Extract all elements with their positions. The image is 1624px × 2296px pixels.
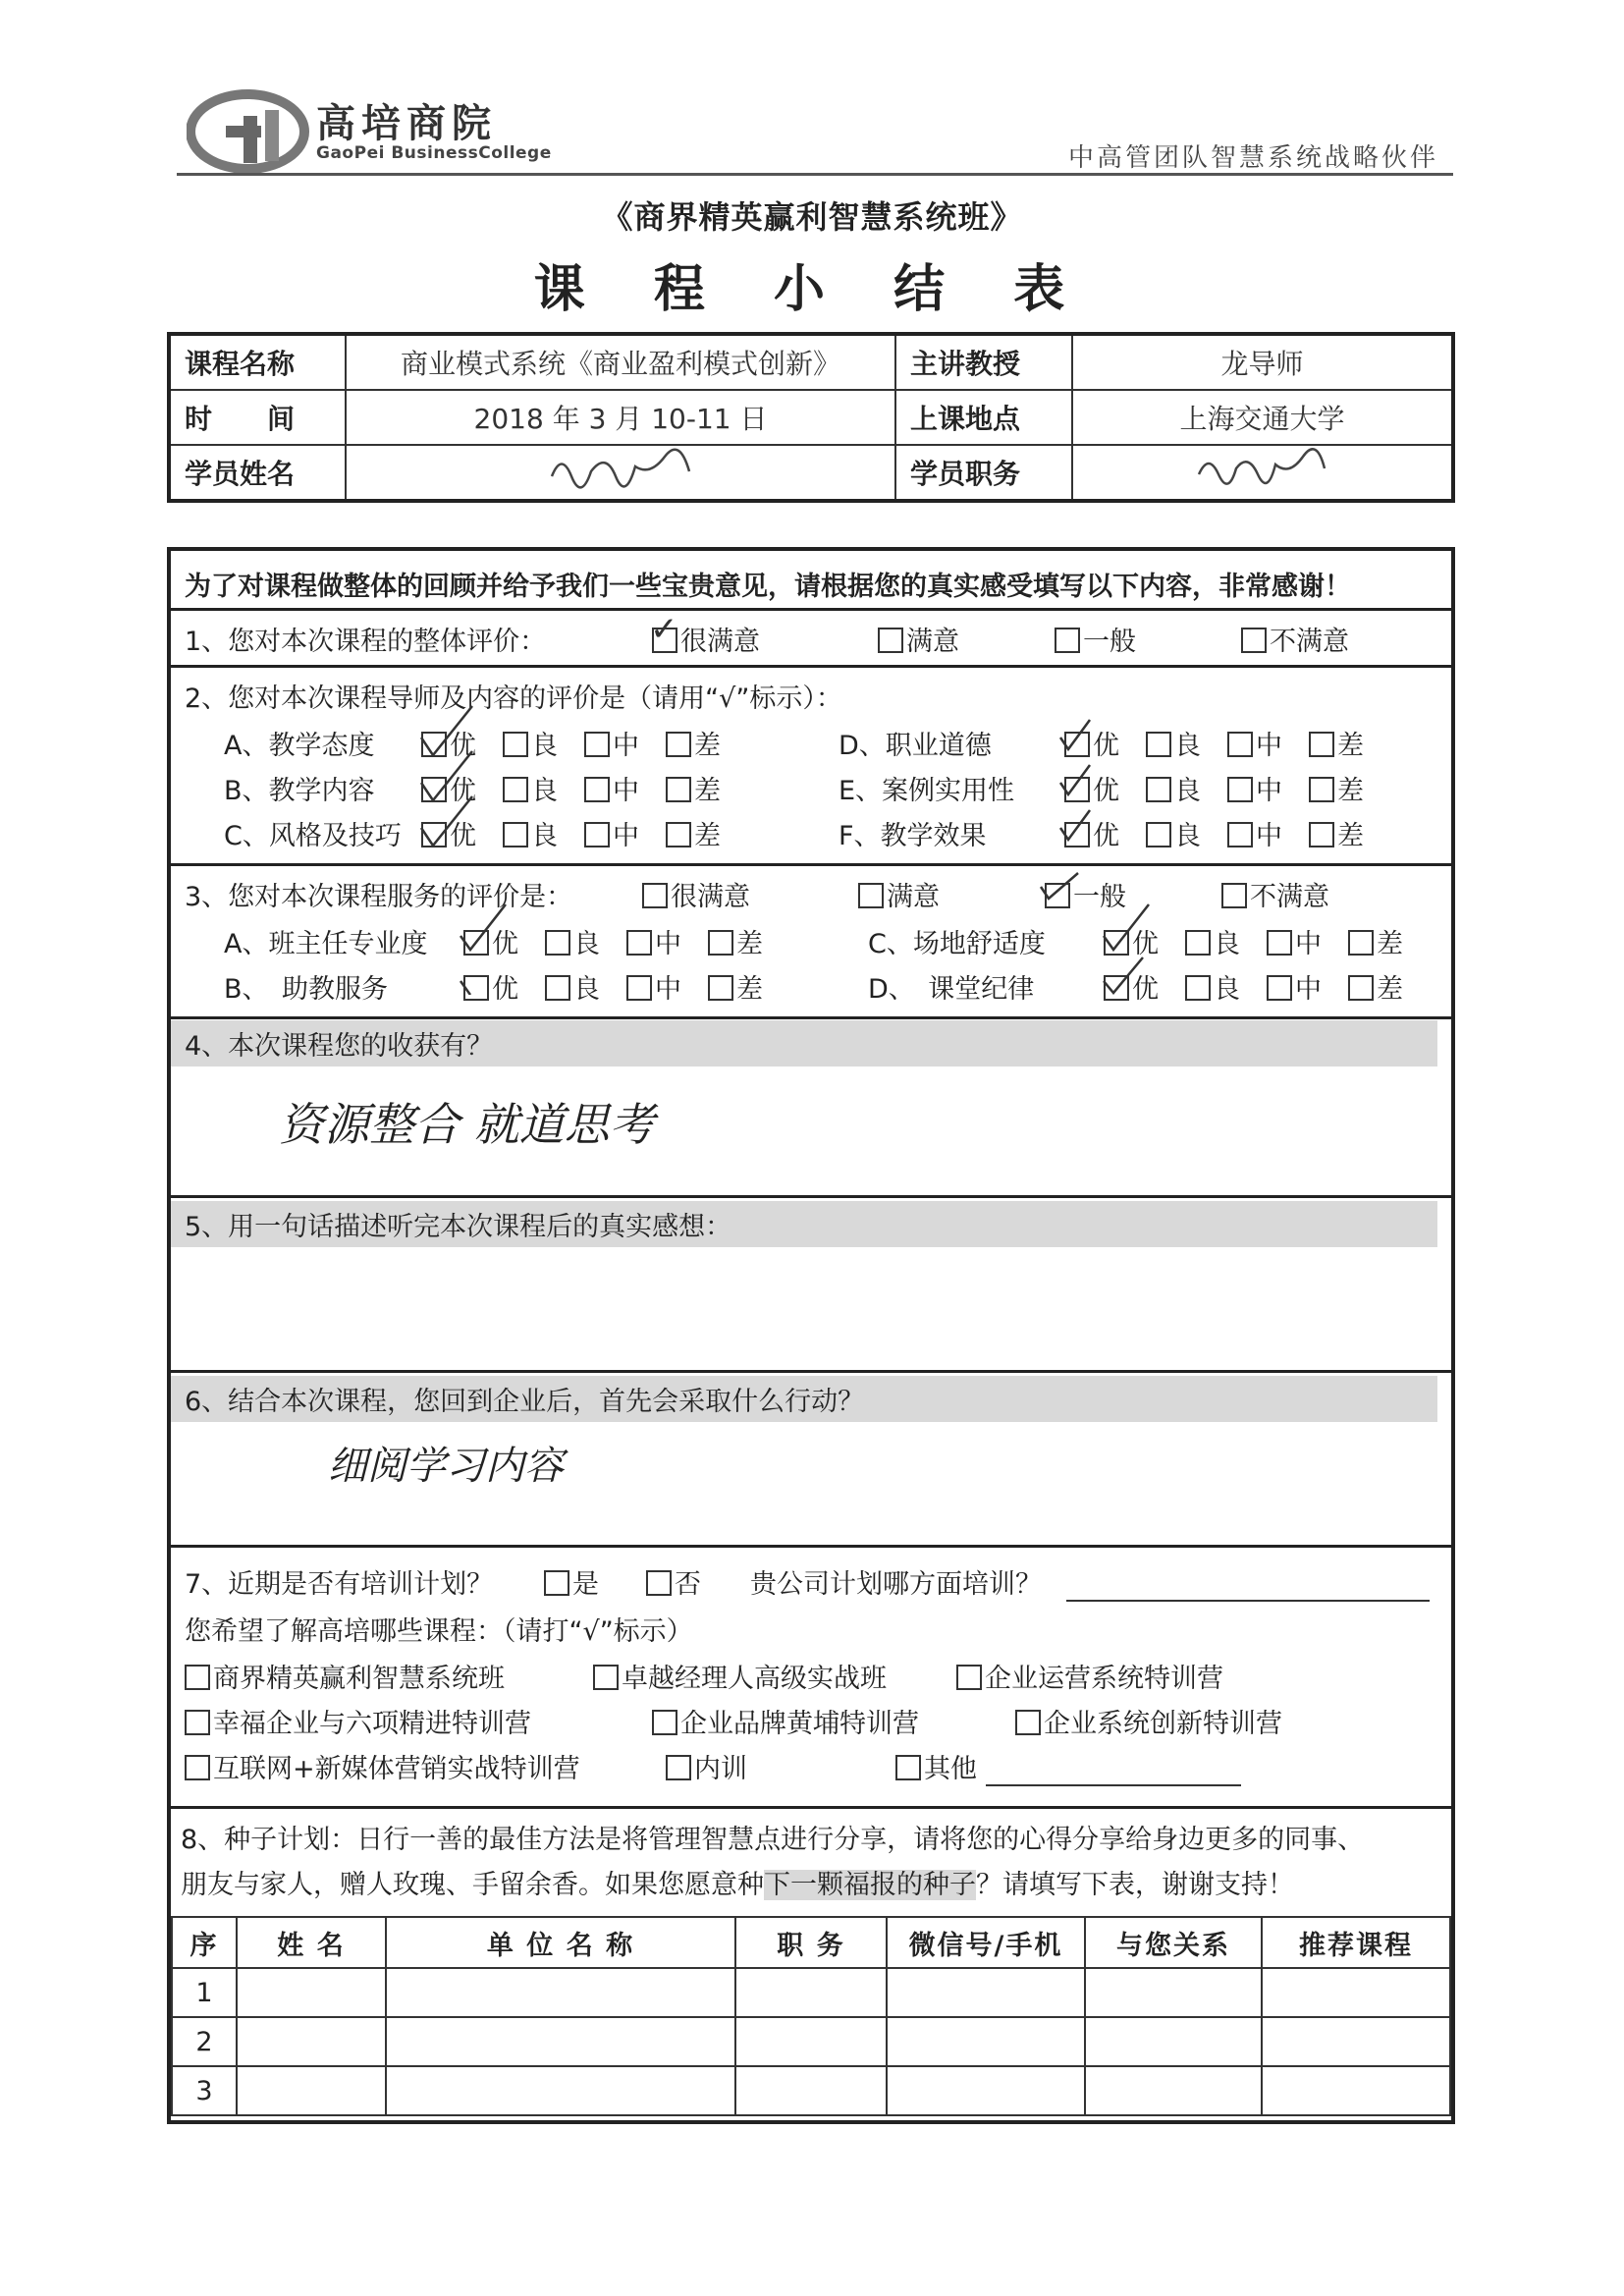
checkbox[interactable] [584,822,610,847]
checkbox[interactable] [666,1755,691,1780]
table-cell[interactable] [1262,2017,1450,2066]
checkbox[interactable] [1185,975,1211,1001]
student-position-value[interactable] [1072,445,1453,501]
place-label: 上课地点 [895,390,1072,445]
grade-label: 中 [1295,929,1322,959]
q4-handwritten-answer[interactable]: 资源整合 就道思考 [279,1098,655,1151]
grade-label: 差 [694,821,721,851]
grade-label: 良 [573,929,600,959]
checkbox[interactable] [1267,975,1292,1001]
gaopei-logo-icon [187,86,314,173]
grade-label: 良 [531,776,558,806]
table-cell[interactable] [735,1968,887,2017]
q4-label: 4、本次课程您的收获有？ [171,1020,1437,1066]
grade-label: 优 [1093,821,1119,851]
row-number: 2 [172,2017,237,2066]
course-option[interactable] [185,1657,505,1695]
checkbox[interactable] [584,777,610,802]
q8-highlight-text: 下一颗福报的种子 [764,1870,976,1900]
handwritten-check-stroke-q3c [1094,897,1163,995]
course-option[interactable] [593,1657,887,1695]
course-option[interactable] [895,1747,977,1785]
grade-label: 中 [1295,974,1322,1005]
grade-label: 差 [1337,821,1364,851]
table-row [172,1968,1450,2017]
q7-sub-label: 您希望了解高培哪些课程：（请打“√”标示） [185,1616,693,1647]
grade-label: 差 [1377,929,1403,959]
grade-label: 差 [736,974,763,1005]
checkbox[interactable] [1185,930,1211,956]
grade-label: 优 [1132,974,1159,1005]
checkbox[interactable] [642,883,668,908]
checkbox[interactable] [626,975,652,1001]
col-header-name: 姓 名 [237,1917,386,1968]
form-subtitle: 课 程 小 结 表 [533,260,1091,319]
table-cell[interactable] [1262,1968,1450,2017]
course-name-value[interactable]: 商业模式系统《商业盈利模式创新》 [346,334,895,390]
handwritten-check-stroke-right [1055,698,1113,875]
checkbox[interactable] [895,1755,921,1780]
time-label: 时 间 [169,390,346,445]
checkbox[interactable] [544,1570,569,1596]
grade-label: 差 [1377,974,1403,1005]
checkbox[interactable] [1227,732,1253,757]
col-header-position: 职 务 [735,1917,887,1968]
grade-label: 中 [1256,821,1282,851]
grade-label: 差 [694,776,721,806]
checkbox[interactable] [1241,628,1267,653]
table-cell[interactable] [887,2066,1085,2115]
course-label: 卓越经理人高级实战班 [622,1664,887,1694]
option-label: 否 [675,1569,701,1600]
table-cell[interactable] [386,2066,735,2115]
checkbox[interactable] [1309,822,1334,847]
q5-label: 5、用一句话描述听完本次课程后的真实感想： [171,1201,1437,1247]
checkbox[interactable] [708,975,733,1001]
col-header-course: 推荐课程 [1262,1917,1450,1968]
option-label: 一般 [1073,882,1126,912]
checkbox[interactable] [666,732,691,757]
student-name-label: 学员姓名 [169,445,346,501]
option-label: 满意 [906,627,959,657]
table-cell[interactable] [386,1968,735,2017]
checkbox[interactable] [185,1755,210,1780]
grade-label: 优 [1132,929,1159,959]
grade-label: 良 [531,731,558,761]
grade-label: 良 [531,821,558,851]
table-cell[interactable] [1085,2066,1262,2115]
course-option[interactable] [185,1702,531,1740]
q2-item-d: D、职业道德 [839,731,992,761]
course-label: 互联网+新媒体营销实战特训营 [213,1754,580,1784]
grade-label: 差 [736,929,763,959]
handwritten-check-stroke-q3a [451,897,519,995]
survey-intro: 为了对课程做整体的回顾并给予我们一些宝贵意见，请根据您的真实感受填写以下内容，非常感谢！ [185,572,1351,602]
option-label: 一般 [1083,627,1136,657]
checkbox[interactable] [652,1710,677,1735]
table-cell[interactable] [237,2017,386,2066]
q7-label: 7、近期是否有培训计划？ [185,1569,494,1600]
handwritten-check-stroke-q3 [1035,867,1094,906]
option-label: 是 [572,1569,599,1600]
col-header-company: 单 位 名 称 [386,1917,735,1968]
student-position-label: 学员职务 [895,445,1072,501]
course-info-table [167,332,1455,503]
table-cell[interactable] [1085,1968,1262,2017]
divider [171,1545,1451,1548]
grade-label: 良 [573,974,600,1005]
checkbox[interactable] [1348,975,1374,1001]
grade-label: 良 [1214,929,1240,959]
course-option[interactable] [652,1702,919,1740]
logo-english-name: GaoPei BusinessCollege [316,143,552,163]
grade-label: 差 [1337,731,1364,761]
checkbox[interactable] [584,732,610,757]
place-value[interactable]: 上海交通大学 [1072,390,1453,445]
q7-no-option[interactable] [646,1562,701,1601]
divider [171,1195,1451,1198]
grade-label: 良 [1214,974,1240,1005]
check-mark-icon: ✓ [650,610,678,649]
checkbox[interactable] [666,777,691,802]
grade-label: 优 [492,929,518,959]
checkbox[interactable] [1267,930,1292,956]
header-divider [177,173,1453,176]
checkbox[interactable] [858,883,884,908]
option-label: 满意 [887,882,940,912]
row-number: 1 [172,1968,237,2017]
checkbox[interactable] [1348,930,1374,956]
grade-label: 差 [1337,776,1364,806]
table-cell[interactable] [887,1968,1085,2017]
q1-option-average[interactable] [1055,620,1136,658]
handwritten-name-scribble [532,447,709,492]
grade-label: 中 [655,974,681,1005]
q2-label: 2、您对本次课程导师及内容的评价是（请用“√”标示）： [185,683,842,714]
grade-label: 优 [1093,776,1119,806]
divider [171,863,1451,866]
lecturer-value[interactable]: 龙导师 [1072,334,1453,390]
grade-label: 优 [1093,731,1119,761]
q3-label: 3、您对本次课程服务的评价是： [185,882,573,912]
table-row [172,2017,1450,2066]
survey-box [167,547,1455,2124]
checkbox[interactable] [1146,777,1171,802]
checkbox[interactable] [1227,777,1253,802]
grade-label: 良 [1174,821,1201,851]
logo-chinese-name: 高培商院 [316,101,497,146]
table-row [172,2066,1450,2115]
checkbox[interactable] [626,930,652,956]
q8-text-line1: 8、种子计划：日行一善的最佳方法是将管理智慧点进行分享，请将您的心得分享给身边更多的同事、 [181,1825,1365,1855]
checkbox[interactable] [185,1710,210,1735]
q3-item-a: A、班主任专业度 [224,929,428,959]
divider [171,1806,1451,1809]
grade-label: 优 [450,731,476,761]
course-label: 内训 [694,1754,747,1784]
checkbox[interactable] [708,930,733,956]
option-label: 很满意 [680,627,760,657]
q2-item-e: E、案例实用性 [839,776,1015,806]
table-cell[interactable] [735,2017,887,2066]
q3-option-satisfied[interactable] [858,875,940,913]
col-header-no: 序 [172,1917,237,1968]
q7-other-answer-line[interactable] [986,1784,1241,1786]
q3-item-c: C、场地舒适度 [868,929,1046,959]
divider [171,1016,1451,1019]
q3-option-very-satisfied[interactable] [642,875,750,913]
q3-item-d: D、 课堂纪律 [868,974,1035,1005]
table-cell[interactable] [1085,2017,1262,2066]
lecturer-label: 主讲教授 [895,334,1072,390]
q7-yes-option[interactable] [544,1562,599,1601]
checkbox[interactable] [1055,628,1080,653]
form-title: 《商界精英赢利智慧系统班》 [601,198,1023,236]
option-label: 很满意 [671,882,750,912]
q8-text-part: 朋友与家人，赠人玫瑰、手留余香。如果您愿意种 [181,1870,764,1900]
q1-label: 1、您对本次课程的整体评价： [185,627,547,657]
q3-option-dissatisfied[interactable] [1221,875,1329,913]
divider [171,1370,1451,1373]
grade-label: 优 [450,821,476,851]
q6-handwritten-answer[interactable]: 细阅学习内容 [328,1444,564,1489]
checkbox[interactable] [545,975,570,1001]
table-cell[interactable] [887,2017,1085,2066]
grade-label: 优 [450,776,476,806]
option-label: 不满意 [1250,882,1329,912]
checkbox[interactable] [1227,822,1253,847]
divider [171,665,1451,668]
time-value[interactable]: 2018 年 3 月 10-11 日 [346,390,895,445]
table-cell[interactable] [237,1968,386,2017]
checkbox[interactable] [666,822,691,847]
q8-text-line2 [181,1863,1294,1901]
checkbox[interactable] [593,1665,619,1690]
grade-label: 中 [1256,776,1282,806]
checkbox[interactable] [1146,732,1171,757]
course-label: 商界精英赢利智慧系统班 [213,1664,505,1694]
grade-label: 中 [655,929,681,959]
table-cell[interactable] [237,2066,386,2115]
checkbox[interactable] [1146,822,1171,847]
handwritten-position-scribble [1184,447,1341,492]
grade-label: 良 [1174,776,1201,806]
col-header-contact: 微信号/手机 [887,1917,1085,1968]
row-number: 3 [172,2066,237,2115]
table-cell[interactable] [386,2017,735,2066]
checkbox[interactable] [878,628,903,653]
checkbox[interactable] [1015,1710,1041,1735]
handwritten-check-stroke [406,698,524,875]
q2-item-a: A、教学态度 [224,731,375,761]
course-label: 企业品牌黄埔特训营 [680,1709,919,1739]
checkbox[interactable] [1309,777,1334,802]
checkbox[interactable] [1309,732,1334,757]
q1-option-satisfied[interactable] [878,620,959,658]
q1-option-dissatisfied[interactable] [1241,620,1349,658]
checkbox[interactable] [545,930,570,956]
col-header-relation: 与您关系 [1085,1917,1262,1968]
grade-label: 中 [613,731,639,761]
student-name-value[interactable] [346,445,895,501]
grade-label: 中 [1256,731,1282,761]
grade-label: 优 [492,974,518,1005]
q7-plan-question: 贵公司计划哪方面培训？ [750,1569,1042,1600]
checkbox[interactable] [1221,883,1247,908]
course-option[interactable] [666,1747,747,1785]
table-cell[interactable] [1262,2066,1450,2115]
course-option[interactable] [956,1657,1223,1695]
q8-text-part: ？请填写下表，谢谢支持！ [976,1870,1294,1900]
checkbox[interactable] [646,1570,672,1596]
course-option[interactable] [185,1747,580,1785]
grade-label: 良 [1174,731,1201,761]
q7-plan-answer-line[interactable] [1066,1600,1430,1602]
grade-label: 中 [613,821,639,851]
header-slogan: 中高管团队智慧系统战略伙伴 [1068,143,1439,173]
grade-label: 中 [613,776,639,806]
table-cell[interactable] [735,2066,887,2115]
seed-plan-table [171,1916,1451,2116]
q2-item-c: C、风格及技巧 [224,821,402,851]
course-label: 幸福企业与六项精进特训营 [213,1709,531,1739]
q2-item-b: B、教学内容 [224,776,375,806]
course-label: 企业运营系统特训营 [985,1664,1223,1694]
course-label: 企业系统创新特训营 [1044,1709,1282,1739]
checkbox[interactable] [185,1665,210,1690]
q2-item-f: F、教学效果 [839,821,987,851]
q3-item-b: B、 助教服务 [224,974,389,1005]
grade-label: 差 [694,731,721,761]
option-label: 不满意 [1270,627,1349,657]
course-name-label: 课程名称 [169,334,346,390]
q6-label: 6、结合本次课程，您回到企业后，首先会采取什么行动？ [171,1376,1437,1422]
divider [171,608,1451,611]
course-label: 其他 [924,1754,977,1784]
checkbox[interactable] [956,1665,982,1690]
course-option[interactable] [1015,1702,1282,1740]
